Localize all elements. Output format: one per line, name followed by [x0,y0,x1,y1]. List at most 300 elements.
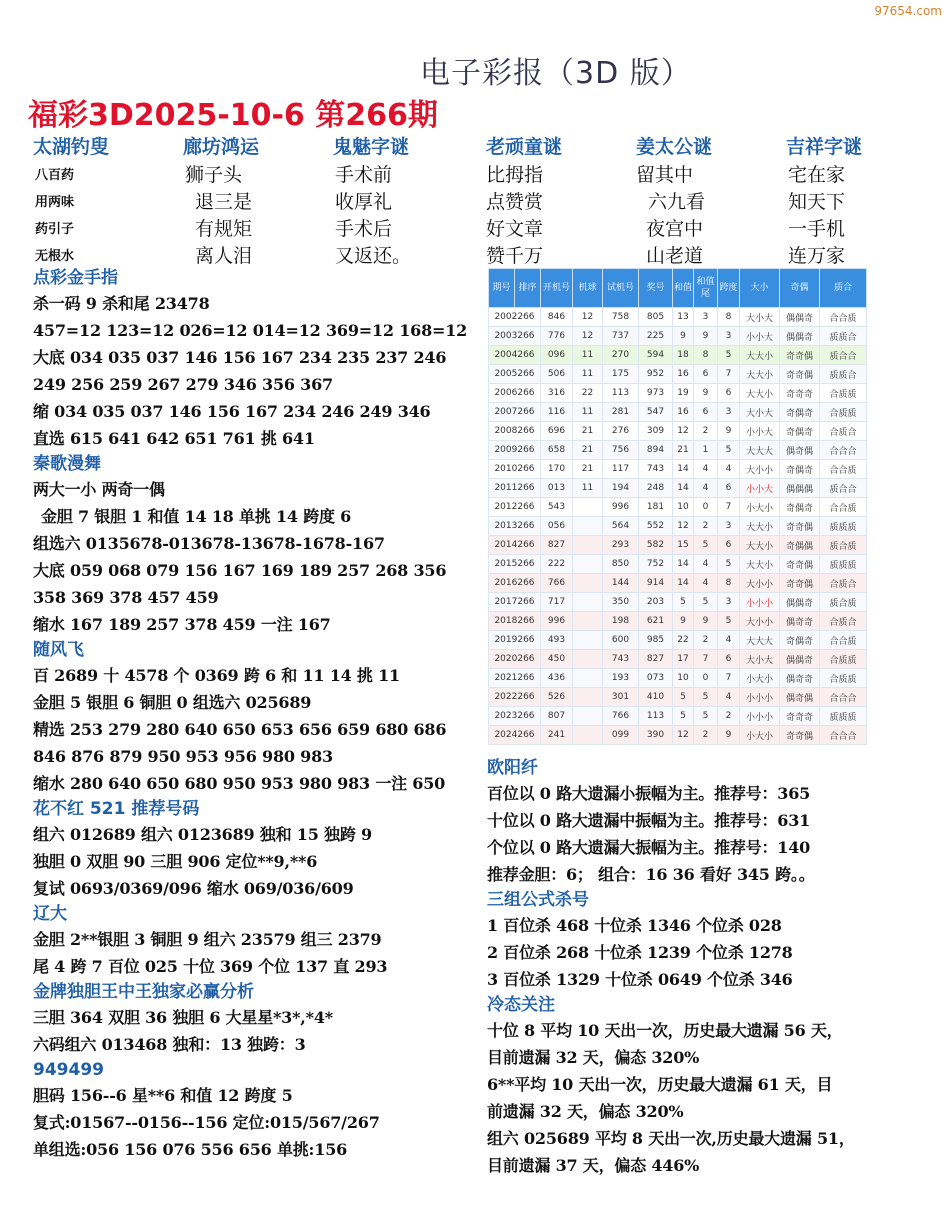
table-cell: 15 [673,536,694,555]
section-title: 冷态关注 [487,995,555,1015]
table-cell: 436 [541,669,573,688]
table-cell: 大小小 [740,574,780,593]
table-cell: 12 [573,308,603,327]
table-row [489,365,867,384]
table-cell: 合合合 [820,688,867,707]
table-cell: 合质合 [820,612,867,631]
table-cell: 5 [694,707,718,726]
table-cell [573,726,603,745]
section-title: 欧阳纤 [487,758,538,778]
table-cell: 合质质 [820,384,867,403]
history-table [488,268,867,745]
riddle-header: 老顽童谜 [486,136,563,158]
table-cell: 099 [603,726,639,745]
table-cell: 5 [673,593,694,612]
table-cell: 766 [541,574,573,593]
table-cell: 合质合 [820,422,867,441]
table-cell: 2003266 [489,327,541,346]
table-cell: 2016266 [489,574,541,593]
table-cell: 113 [639,707,673,726]
text-line: 249 256 259 267 279 346 356 367 [33,375,333,394]
riddle-cell: 点赞赏 [486,191,544,213]
text-line: 6**平均 10 天出一次，历史最大遗漏 61 天，目 [487,1075,833,1094]
text-line: 大底 059 068 079 156 167 169 189 257 268 356 [33,561,447,580]
table-cell: 248 [639,479,673,498]
text-line: 缩水 167 189 257 378 459 一注 167 [33,615,331,634]
table-row [489,650,867,669]
col-header[interactable]: 排序 [515,269,541,308]
text-line: 金胆 7 银胆 1 和值 14 18 单挑 14 跨度 6 [41,507,352,526]
table-cell: 偶偶奇 [780,593,820,612]
table-cell: 合质质 [820,650,867,669]
table-cell: 大小大 [740,308,780,327]
table-cell: 506 [541,365,573,384]
col-header: 奇偶 [780,269,820,308]
table-cell: 193 [603,669,639,688]
table-cell: 2006266 [489,384,541,403]
table-cell: 质质质 [820,517,867,536]
table-cell: 3 [694,308,718,327]
table-cell: 493 [541,631,573,650]
table-cell: 质质合 [820,327,867,346]
table-cell: 偶奇奇 [780,669,820,688]
text-line: 百 2689 十 4578 个 0369 跨 6 和 11 14 挑 11 [33,666,400,685]
text-line: 358 369 378 457 459 [33,588,219,607]
watermark: 97654.com [874,4,942,18]
table-cell: 奇奇偶 [780,574,820,593]
table-cell: 合质质 [820,669,867,688]
text-line: 目前遗漏 32 天，偏态 320% [487,1048,700,1067]
table-cell: 奇偶奇 [780,498,820,517]
table-cell: 奇偶奇 [780,403,820,422]
table-cell: 大大大 [740,631,780,650]
table-cell: 14 [673,555,694,574]
table-row [489,631,867,650]
riddle-cell: 收厚礼 [335,191,393,213]
table-row [489,308,867,327]
text-line: 杀一码 9 杀和尾 23478 [33,294,210,313]
table-cell: 19 [673,384,694,403]
col-header: 机球 [573,269,603,308]
table-cell: 2022266 [489,688,541,707]
table-cell: 偶偶奇 [780,308,820,327]
text-line: 复式:01567--0156--156 定位:015/567/267 [33,1113,380,1132]
table-cell: 大大小 [740,555,780,574]
table-row [489,479,867,498]
table-cell: 827 [541,536,573,555]
table-cell: 11 [573,346,603,365]
table-cell: 21 [573,460,603,479]
table-cell: 850 [603,555,639,574]
table-cell: 合合质 [820,460,867,479]
table-cell: 0 [694,669,718,688]
table-cell [573,517,603,536]
history-table-wrap [488,268,867,745]
riddle-row [0,160,950,186]
table-cell: 合合合 [820,441,867,460]
riddle-header: 吉祥字谜 [786,136,863,158]
table-cell: 8 [718,308,740,327]
table-cell: 776 [541,327,573,346]
section-title: 随风飞 [33,640,84,660]
text-line: 金胆 2**银胆 3 铜胆 9 组六 23579 组三 2379 [33,930,382,949]
table-row [489,384,867,403]
riddle-header: 太湖钓叟 [33,136,110,158]
section-title: 三组公式杀号 [487,890,589,910]
table-cell: 偶奇偶 [780,688,820,707]
table-cell: 096 [541,346,573,365]
col-header: 跨度 [718,269,740,308]
text-line: 独胆 0 双胆 90 三胆 906 定位**9,**6 [33,852,318,871]
table-cell: 6 [694,365,718,384]
table-cell: 大小小 [740,612,780,631]
table-cell: 222 [541,555,573,574]
table-cell: 194 [603,479,639,498]
table-cell: 281 [603,403,639,422]
table-header-row [489,269,867,308]
table-cell: 12 [673,517,694,536]
table-cell: 1 [694,441,718,460]
table-cell: 偶偶偶 [780,479,820,498]
riddle-cell: 退三是 [195,191,253,213]
text-line: 六码组六 013468 独和：13 独跨：3 [33,1035,306,1054]
table-cell: 717 [541,593,573,612]
table-cell: 594 [639,346,673,365]
table-row [489,422,867,441]
table-row [489,574,867,593]
table-cell: 小小大 [740,479,780,498]
table-cell: 9 [694,612,718,631]
table-cell: 12 [673,422,694,441]
table-cell: 758 [603,308,639,327]
table-cell: 大大小 [740,384,780,403]
table-cell: 5 [694,536,718,555]
table-cell: 小小大 [740,327,780,346]
table-cell [573,688,603,707]
table-cell: 743 [603,650,639,669]
table-cell: 21 [673,441,694,460]
table-cell: 350 [603,593,639,612]
table-cell: 11 [573,479,603,498]
col-header: 试机号 [603,269,639,308]
riddle-cell: 手术后 [335,218,393,240]
riddle-cell: 六九看 [648,191,706,213]
table-row [489,669,867,688]
section-title: 949499 [33,1060,104,1080]
table-cell: 2014266 [489,536,541,555]
table-cell: 073 [639,669,673,688]
table-cell: 301 [603,688,639,707]
table-cell: 2004266 [489,346,541,365]
table-cell: 大小小 [740,460,780,479]
table-cell: 5 [694,593,718,612]
table-cell: 2017266 [489,593,541,612]
issue-title: 福彩3D2025-10-6 第266期 [28,98,438,133]
table-cell: 质质质 [820,555,867,574]
table-cell: 2005266 [489,365,541,384]
table-cell: 2023266 [489,707,541,726]
table-cell: 2010266 [489,460,541,479]
riddle-cell: 一手机 [788,218,846,240]
table-cell: 9 [673,327,694,346]
table-cell: 10 [673,669,694,688]
table-cell: 807 [541,707,573,726]
table-cell [573,631,603,650]
table-cell: 偶奇偶 [780,441,820,460]
table-cell: 合合质 [820,631,867,650]
table-row [489,327,867,346]
table-cell: 质合质 [820,593,867,612]
table-cell: 21 [573,441,603,460]
table-cell: 056 [541,517,573,536]
table-cell: 113 [603,384,639,403]
text-line: 组六 025689 平均 8 天出一次,历史最大遗漏 51， [487,1129,855,1148]
table-cell: 743 [639,460,673,479]
table-cell: 805 [639,308,673,327]
riddle-header: 姜太公谜 [636,136,713,158]
table-cell: 奇奇偶 [780,555,820,574]
table-cell: 6 [718,479,740,498]
table-cell: 117 [603,460,639,479]
table-cell: 756 [603,441,639,460]
text-line: 846 876 879 950 953 956 980 983 [33,747,333,766]
text-line: 目前遗漏 37 天，偏态 446% [487,1156,700,1175]
table-cell: 奇奇偶 [780,517,820,536]
table-cell: 奇偶偶 [780,536,820,555]
table-cell: 小大小 [740,726,780,745]
text-line: 百位以 0 路大遗漏小振幅为主。推荐号：365 [487,784,811,803]
table-cell: 996 [541,612,573,631]
table-cell: 7 [718,669,740,688]
table-cell: 奇偶奇 [780,631,820,650]
table-cell: 2 [718,707,740,726]
col-header: 期号 [489,269,515,308]
text-line: 三胆 364 双胆 36 独胆 6 大星星*3*,*4* [33,1008,333,1027]
text-line: 推荐金胆：6； 组合：16 36 看好 345 跨。。 [487,865,815,884]
table-cell: 696 [541,422,573,441]
text-line: 大底 034 035 037 146 156 167 234 235 237 246 [33,348,447,367]
table-cell: 大大大 [740,441,780,460]
table-cell: 2012266 [489,498,541,517]
text-line: 个位以 0 路大遗漏大振幅为主。推荐号：140 [487,838,811,857]
table-cell: 2013266 [489,517,541,536]
table-row [489,346,867,365]
table-cell: 合合质 [820,498,867,517]
riddle-headers [0,132,950,156]
table-cell: 5 [718,612,740,631]
table-cell: 16 [673,365,694,384]
table-cell: 316 [541,384,573,403]
table-cell: 973 [639,384,673,403]
table-cell: 0 [694,498,718,517]
table-cell: 621 [639,612,673,631]
table-cell: 846 [541,308,573,327]
table-cell [573,555,603,574]
table-cell [573,536,603,555]
table-cell: 6 [718,650,740,669]
table-row [489,726,867,745]
table-cell: 6 [718,536,740,555]
text-line: 十位以 0 路大遗漏中振幅为主。推荐号：631 [487,811,811,830]
table-cell: 309 [639,422,673,441]
table-cell: 合合合 [820,726,867,745]
riddle-cell: 宅在家 [788,164,846,186]
table-cell: 质合质 [820,536,867,555]
table-cell: 2019266 [489,631,541,650]
table-cell [573,574,603,593]
table-cell: 5 [718,555,740,574]
table-cell: 奇奇偶 [780,346,820,365]
text-line: 尾 4 跨 7 百位 025 十位 369 个位 137 直 293 [33,957,388,976]
col-header: 质合 [820,269,867,308]
table-cell: 996 [603,498,639,517]
table-cell: 大大小 [740,517,780,536]
table-cell: 11 [573,403,603,422]
table-cell: 2 [694,631,718,650]
table-cell: 8 [718,574,740,593]
table-cell: 10 [673,498,694,517]
table-cell: 偶偶奇 [780,650,820,669]
table-cell: 410 [639,688,673,707]
table-cell: 14 [673,574,694,593]
table-cell: 2002266 [489,308,541,327]
text-line: 1 百位杀 468 十位杀 1346 个位杀 028 [487,916,782,935]
table-cell: 737 [603,327,639,346]
riddle-cell: 留其中 [636,164,694,186]
riddle-cell: 用两味 [35,195,75,210]
table-row [489,441,867,460]
riddle-cell: 有规矩 [195,218,253,240]
table-cell: 质质合 [820,365,867,384]
table-cell: 5 [718,441,740,460]
table-cell: 276 [603,422,639,441]
table-row [489,536,867,555]
text-line: 精选 253 279 280 640 650 653 656 659 680 686 [33,720,447,739]
table-cell: 8 [694,346,718,365]
table-cell: 3 [718,403,740,422]
table-cell: 2009266 [489,441,541,460]
col-header: 奖号 [639,269,673,308]
table-cell: 4 [694,555,718,574]
table-cell: 3 [718,327,740,346]
riddle-cell: 狮子头 [185,164,243,186]
table-cell: 18 [673,346,694,365]
section-title: 点彩金手指 [33,268,118,288]
table-cell: 547 [639,403,673,422]
table-cell: 6 [694,403,718,422]
table-cell: 013 [541,479,573,498]
table-cell: 552 [639,517,673,536]
table-cell: 大大小 [740,536,780,555]
table-cell: 985 [639,631,673,650]
table-cell: 116 [541,403,573,422]
table-cell: 14 [673,479,694,498]
col-header: 开机号 [541,269,573,308]
table-row [489,707,867,726]
table-cell [573,707,603,726]
table-cell: 766 [603,707,639,726]
table-cell: 12 [673,726,694,745]
table-cell: 11 [573,365,603,384]
riddle-header: 廊坊鸿运 [183,136,260,158]
table-cell: 4 [694,460,718,479]
table-cell: 小小大 [740,422,780,441]
table-cell: 564 [603,517,639,536]
table-cell: 偶偶奇 [780,327,820,346]
table-row [489,612,867,631]
table-cell: 质合合 [820,479,867,498]
table-row [489,460,867,479]
table-cell: 16 [673,403,694,422]
right-column [487,756,942,1179]
riddle-row [0,187,950,213]
table-cell: 3 [718,517,740,536]
table-cell: 5 [673,688,694,707]
table-cell: 450 [541,650,573,669]
table-cell: 203 [639,593,673,612]
table-cell [573,650,603,669]
table-cell: 241 [541,726,573,745]
text-line: 复试 0693/0369/096 缩水 069/036/609 [33,879,354,898]
table-cell: 390 [639,726,673,745]
table-cell: 奇奇偶 [780,726,820,745]
text-line: 单组选:056 156 076 556 656 单挑:156 [33,1140,348,1159]
table-cell: 293 [603,536,639,555]
table-cell: 21 [573,422,603,441]
table-cell: 270 [603,346,639,365]
col-header: 和值 [673,269,694,308]
table-cell: 2 [694,422,718,441]
riddle-cell: 又返还。 [335,245,412,267]
riddle-row [0,241,950,267]
table-cell: 质合合 [820,346,867,365]
table-cell: 5 [718,346,740,365]
table-cell: 偶奇奇 [780,612,820,631]
table-cell: 2007266 [489,403,541,422]
text-line: 缩 034 035 037 146 156 167 234 246 249 346 [33,402,431,421]
table-cell [573,498,603,517]
table-cell: 奇奇偶 [780,365,820,384]
text-line: 直选 615 641 642 651 761 挑 641 [33,429,315,448]
table-cell [573,593,603,612]
table-cell: 543 [541,498,573,517]
section-title: 花不红 521 推荐号码 [33,799,200,819]
table-cell: 合质合 [820,574,867,593]
table-row [489,498,867,517]
table-cell: 198 [603,612,639,631]
table-cell: 658 [541,441,573,460]
riddle-cell: 夜宫中 [646,218,704,240]
table-cell: 小小小 [740,707,780,726]
table-cell: 小小小 [740,688,780,707]
table-cell: 12 [573,327,603,346]
table-cell: 170 [541,460,573,479]
table-cell: 小大小 [740,498,780,517]
table-row [489,555,867,574]
text-line: 胆码 156--6 星**6 和值 12 跨度 5 [33,1086,293,1105]
table-cell: 大大小 [740,365,780,384]
table-cell: 2020266 [489,650,541,669]
table-cell: 小小小 [740,593,780,612]
riddle-cell: 知天下 [788,191,846,213]
table-cell: 7 [718,498,740,517]
section-title: 金牌独胆王中王独家必赢分析 [33,982,254,1002]
table-cell: 5 [694,688,718,707]
text-line: 3 百位杀 1329 十位杀 0649 个位杀 346 [487,970,793,989]
table-row [489,688,867,707]
section-title: 辽大 [33,904,67,924]
text-line: 组选六 0135678-013678-13678-1678-167 [33,534,385,553]
